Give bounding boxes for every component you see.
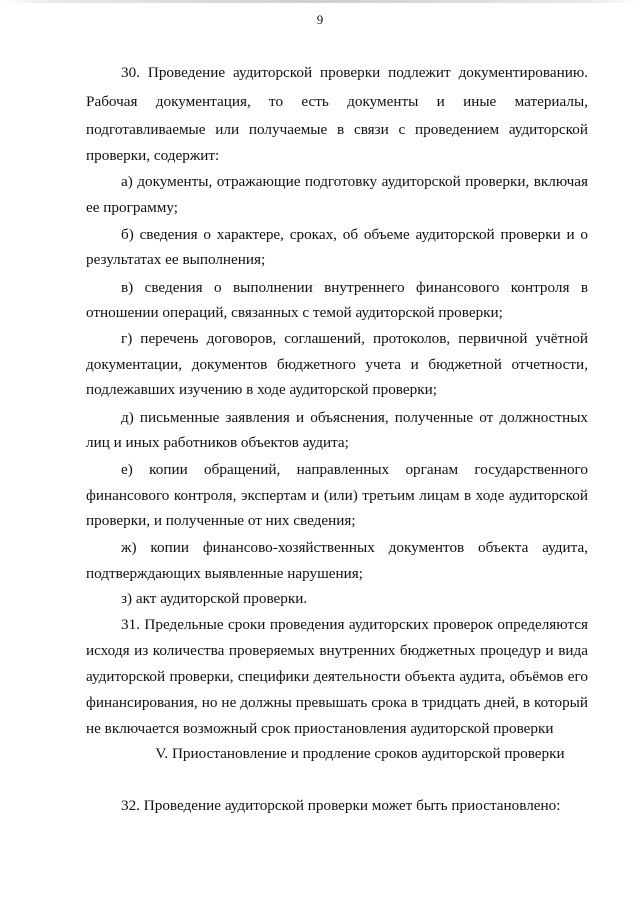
text-line: д) письменные заявления и объяснения, полученные от должностных — [121, 409, 588, 426]
text-line: подготавливаемые или получаемые в связи с проведением аудиторской — [86, 121, 588, 138]
text-line: проверки, и полученные от них сведения; — [86, 512, 356, 529]
text-line: подтверждающих выявленные нарушения; — [86, 565, 363, 582]
text-line: 30. Проведение аудиторской проверки подлежит документированию. — [121, 64, 588, 81]
text-line: ее программу; — [86, 199, 178, 216]
text-line: г) перечень договоров, соглашений, протоколов, первичной учётной — [121, 330, 588, 347]
text-line: лиц и иных работников объектов аудита; — [86, 434, 349, 451]
text-line: Рабочая документация, то есть документы и иные материалы, — [86, 93, 588, 110]
text-line: в) сведения о выполнении внутреннего финансового контроля в — [121, 279, 588, 296]
text-line: не включается возможный срок приостановления аудиторской проверки — [86, 720, 554, 737]
page-number: 9 — [316, 12, 324, 27]
text-line: 31. Предельные сроки проведения аудиторских проверок определяются — [121, 616, 588, 633]
text-line: документации, документов бюджетного учета и бюджетной отчетности, — [86, 356, 588, 373]
text-line: финансового контроля, экспертам и (или) третьим лицам в ходе аудиторской — [86, 487, 588, 504]
section-heading: V. Приостановление и продление сроков аудиторской проверки — [155, 745, 565, 762]
text-line: результатах ее выполнения; — [86, 251, 266, 268]
text-line: проверки, содержит: — [86, 147, 220, 164]
text-line: исходя из количества проверяемых внутренних бюджетных процедур и вида — [86, 642, 588, 659]
text-line: е) копии обращений, направленных органам государственного — [121, 461, 588, 478]
text-line: а) документы, отражающие подготовку аудиторской проверки, включая — [121, 173, 588, 190]
text-line: подлежавших изучению в ходе аудиторской проверки; — [86, 381, 437, 398]
text-line: 32. Проведение аудиторской проверки может быть приостановлено: — [121, 797, 561, 814]
text-line: финансирования, но не должны превышать срока в тридцать дней, в который — [86, 694, 588, 711]
text-line: б) сведения о характере, сроках, об объеме аудиторской проверки и о — [121, 226, 588, 243]
text-line: ж) копии финансово-хозяйственных документов объекта аудита, — [121, 539, 588, 556]
text-line: отношении операций, связанных с темой аудиторской проверки; — [86, 304, 503, 321]
scan-top-edge — [0, 0, 640, 3]
text-line: аудиторской проверки, специфики деятельности объекта аудита, объёмов его — [86, 668, 588, 685]
text-line: з) акт аудиторской проверки. — [121, 590, 308, 607]
